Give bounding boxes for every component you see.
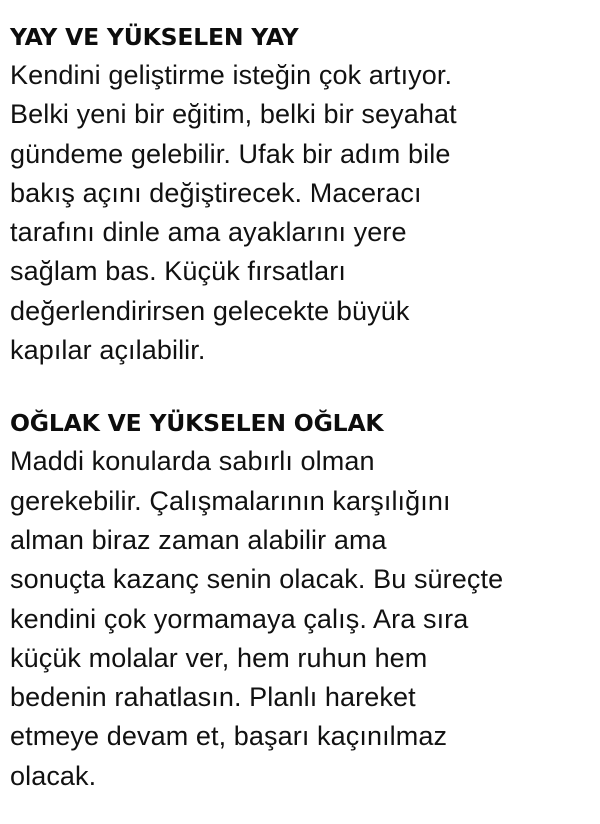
horoscope-document [10, 18, 596, 796]
body-line: kapılar açılabilir. [10, 335, 206, 366]
body-line: gerekebilir. Çalışmalarının karşılığını [10, 485, 451, 516]
body-line: alman biraz zaman alabilir ama [10, 524, 387, 555]
body-line: bedenin rahatlasın. Planlı hareket [10, 682, 416, 713]
body-line: Kendini geliştirme isteğin çok artıyor. [10, 60, 453, 90]
section-body-oglak [10, 442, 596, 796]
body-line: olacak. [10, 760, 97, 791]
body-line: tarafını dinle ama ayaklarını yere [10, 217, 407, 248]
body-line: sağlam bas. Küçük fırsatları [10, 256, 346, 287]
body-line: etmeye devam et, başarı kaçınılmaz [10, 721, 448, 752]
section-heading-yay: YAY VE YÜKSELEN YAY [10, 23, 299, 51]
body-line: kendini çok yormamaya çalış. Ara sıra [10, 603, 469, 634]
body-line: bakış açını değiştirecek. Maceracı [10, 177, 422, 208]
section-yay [10, 18, 596, 370]
body-line: Belki yeni bir eğitim, belki bir seyahat [10, 99, 457, 130]
body-line: Maddi konularda sabırlı olman [10, 446, 375, 477]
section-body-yay [10, 56, 596, 370]
body-line: sonuçta kazanç senin olacak. Bu süreçte [10, 564, 504, 595]
body-line: küçük molalar ver, hem ruhun hem [10, 642, 428, 673]
body-line: değerlendirirsen gelecekte büyük [10, 295, 410, 326]
section-heading-oglak: OĞLAK VE YÜKSELEN OĞLAK [10, 409, 384, 438]
body-line: gündeme gelebilir. Ufak bir adım bile [10, 138, 451, 169]
section-oglak [10, 404, 596, 796]
